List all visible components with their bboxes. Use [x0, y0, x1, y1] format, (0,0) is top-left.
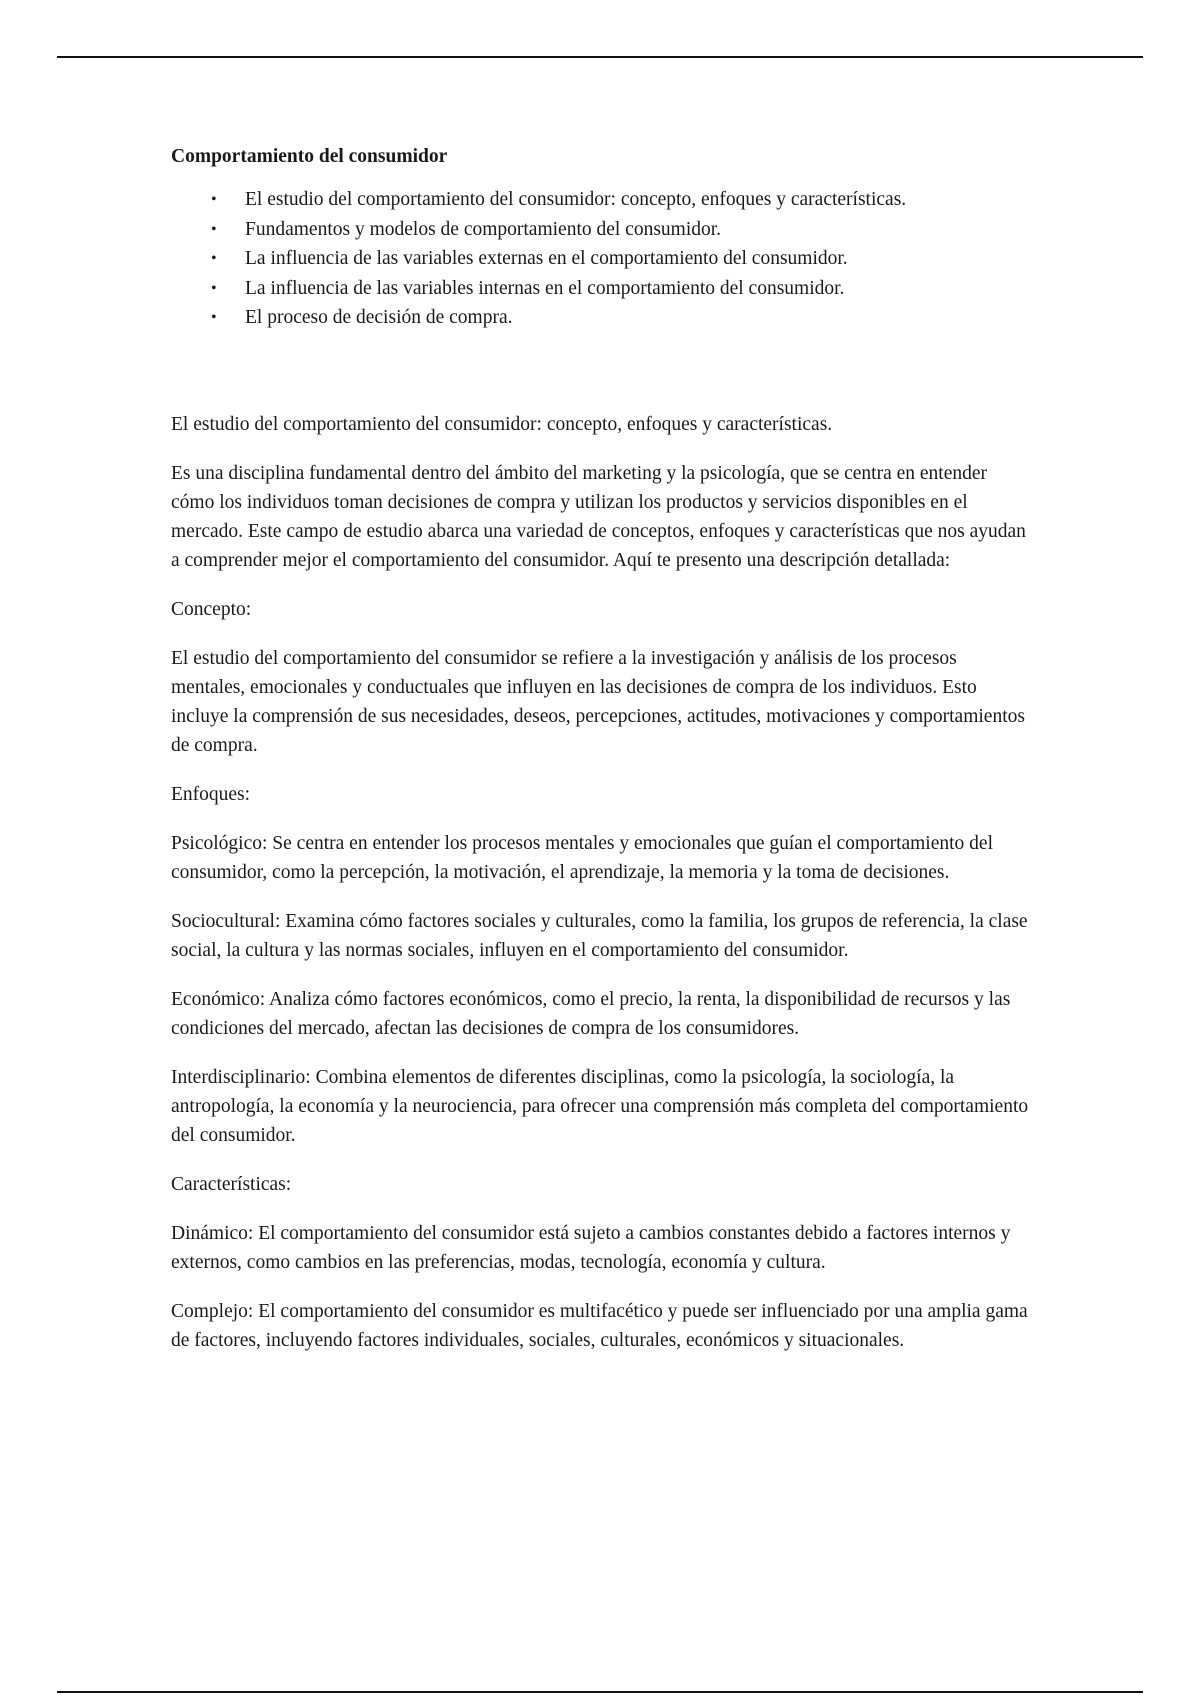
document-body [171, 143, 1031, 1355]
caracteristica-dinamico: Dinámico: El comportamiento del consumidor está sujeto a cambios constantes debido a factores internos y externos, como cambios en las preferencias, modas, tecnología, economía y cultura. [171, 1222, 1011, 1273]
list-item: • Fundamentos y modelos de comportamiento del consumidor. [171, 215, 1031, 245]
bullet-icon: • [211, 250, 217, 267]
footer-rule [57, 1691, 1143, 1693]
bullet-icon: • [211, 220, 217, 238]
enfoque-psicologico: Psicológico: Se centra en entender los procesos mentales y emocionales que guían el comportamiento del consumidor, como la percepción, la motivación, el aprendizaje, la memoria y la toma de decisiones. [171, 832, 993, 883]
list-item: • El proceso de decisión de compra. [171, 303, 1031, 333]
concepto-label: Concepto: [171, 598, 252, 620]
enfoques-label: Enfoques: [171, 783, 251, 805]
bullet-icon: • [211, 279, 217, 297]
bullet-icon: • [211, 309, 217, 326]
concepto-paragraph: El estudio del comportamiento del consumidor se refiere a la investigación y análisis de los procesos mentales, emocionales y conductuales que influyen en las decisiones de compra de los individuos. Esto incluye la comprensión de sus necesidades, deseos, percepciones, actitudes, motivaciones y comportamientos de compra. [171, 647, 1025, 756]
document-title: Comportamiento del consumidor [171, 146, 448, 167]
list-item: • La influencia de las variables externas en el comportamiento del consumidor. [171, 244, 1031, 274]
enfoque-sociocultural: Sociocultural: Examina cómo factores sociales y culturales, como la familia, los grupos de referencia, la clase social, la cultura y las normas sociales, influyen en el comportamiento del consumidor. [171, 910, 1028, 961]
bullet-icon: • [211, 191, 217, 208]
enfoque-economico: Económico: Analiza cómo factores económicos, como el precio, la renta, la disponibilidad de recursos y las condiciones del mercado, afectan las decisiones de compra de los consumidores. [171, 988, 1011, 1039]
enfoque-interdisciplinario: Interdisciplinario: Combina elementos de diferentes disciplinas, como la psicología, la sociología, la antropología, la economía y la neurociencia, para ofrecer una comprensión más completa del comportamiento del consumidor. [171, 1066, 1029, 1146]
intro-paragraph: Es una disciplina fundamental dentro del ámbito del marketing y la psicología, que se centra en entender cómo los individuos toman decisiones de compra y utilizan los productos y servicios disponibles en el mercado. Este campo de estudio abarca una variedad de conceptos, enfoques y características que nos ayudan a comprender mejor el comportamiento del consumidor. Aquí te presento una descripción detallada: [171, 462, 1026, 571]
section-heading: El estudio del comportamiento del consumidor: concepto, enfoques y características. [171, 413, 833, 435]
caracteristicas-label: Características: [171, 1173, 292, 1195]
list-item: • La influencia de las variables internas en el comportamiento del consumidor. [171, 274, 1031, 304]
caracteristica-complejo: Complejo: El comportamiento del consumidor es multifacético y puede ser influenciado por una amplia gama de factores, incluyendo factores individuales, sociales, culturales, económicos y situacionales. [171, 1300, 1028, 1351]
topic-list [171, 185, 1031, 333]
list-item: • El estudio del comportamiento del consumidor: concepto, enfoques y características. [171, 185, 1031, 215]
header-rule [57, 56, 1143, 58]
